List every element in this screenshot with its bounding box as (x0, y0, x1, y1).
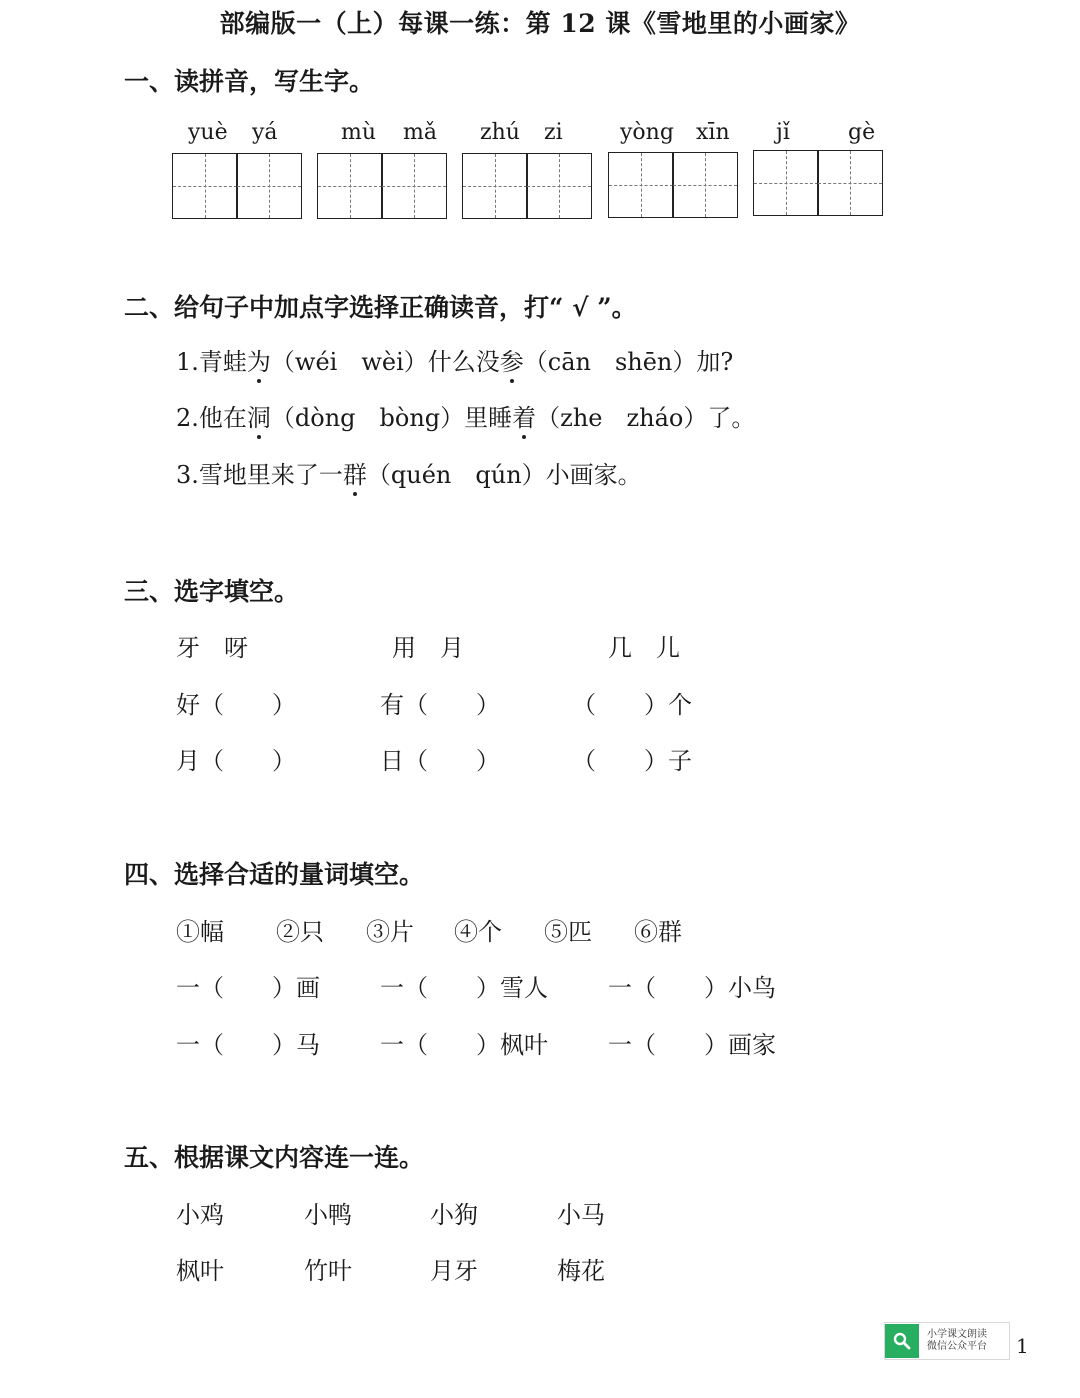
tianzige-cell[interactable] (608, 152, 674, 218)
badge-line-2: 微信公众平台 (927, 1341, 987, 1352)
fill-blank[interactable]: 日（ ） (380, 747, 500, 775)
section-3-heading: 三、选字填空。 (124, 577, 300, 606)
pinyin-5: zhú (480, 120, 520, 145)
dotted-char: 洞 (247, 398, 271, 433)
match-item-top[interactable]: 小狗 (430, 1201, 478, 1229)
measure-word-option: ④个 (454, 918, 502, 946)
pinyin-9: jǐ (776, 120, 790, 145)
fill-blank[interactable]: 月（ ） (176, 747, 296, 775)
pinyin-4: mǎ (403, 120, 437, 145)
writing-grid-4[interactable] (608, 152, 737, 218)
tianzige-cell[interactable] (236, 153, 302, 219)
match-item-top[interactable]: 小马 (557, 1201, 605, 1229)
measure-word-option: ⑥群 (634, 918, 682, 946)
match-item-bottom[interactable]: 竹叶 (304, 1257, 352, 1285)
writing-grid-2[interactable] (317, 153, 446, 219)
char-options-1: 牙 呀 (176, 634, 248, 662)
fill-blank[interactable]: 一（ ）枫叶 (380, 1031, 548, 1059)
dotted-char: 为 (247, 342, 271, 377)
measure-word-option: ③片 (366, 918, 414, 946)
dotted-char: 群 (343, 455, 367, 490)
writing-grid-1[interactable] (172, 153, 301, 219)
match-item-top[interactable]: 小鸭 (304, 1201, 352, 1229)
writing-grid-5[interactable] (753, 150, 882, 216)
fill-blank[interactable]: （ ）个 (572, 691, 692, 719)
measure-word-option: ①幅 (176, 918, 224, 946)
fill-blank[interactable]: 一（ ）画 (176, 974, 320, 1002)
sentence-text: 2.他在 (176, 404, 247, 432)
sentence-2 (176, 398, 755, 433)
pinyin-8: xīn (696, 120, 730, 145)
tianzige-cell[interactable] (172, 153, 238, 219)
tianzige-cell[interactable] (817, 150, 883, 216)
badge-line-1: 小学课文朗读 (927, 1329, 987, 1340)
watermark-badge (884, 1322, 1010, 1360)
match-item-top[interactable]: 小鸡 (176, 1201, 224, 1229)
sentence-text: （cān shēn）加? (523, 348, 734, 376)
match-item-bottom[interactable]: 梅花 (557, 1257, 605, 1285)
tianzige-cell[interactable] (753, 150, 819, 216)
writing-grid-3[interactable] (462, 153, 591, 219)
fill-blank[interactable]: 一（ ）画家 (608, 1031, 776, 1059)
section-4-heading: 四、选择合适的量词填空。 (124, 860, 425, 889)
pinyin-6: zi (544, 120, 563, 145)
char-options-2: 用 月 (392, 634, 464, 662)
pinyin-2: yá (252, 120, 278, 145)
dotted-char: 参 (500, 342, 524, 377)
section-5-heading: 五、根据课文内容连一连。 (124, 1143, 425, 1172)
tianzige-cell[interactable] (672, 152, 738, 218)
sentence-3 (176, 455, 642, 490)
section-1-heading: 一、读拼音，写生字。 (124, 67, 375, 96)
fill-blank[interactable]: 一（ ）小鸟 (608, 974, 776, 1002)
tianzige-cell[interactable] (526, 153, 592, 219)
sentence-1 (176, 342, 733, 377)
sentence-text: （wéi wèi）什么没 (270, 348, 500, 376)
fill-blank[interactable]: 有（ ） (380, 691, 500, 719)
measure-word-option: ②只 (276, 918, 324, 946)
tianzige-cell[interactable] (462, 153, 528, 219)
sentence-text: 1.青蛙 (176, 348, 247, 376)
char-options-3: 几 儿 (608, 634, 680, 662)
page-number: 1 (1016, 1334, 1029, 1358)
fill-blank[interactable]: 一（ ）马 (176, 1031, 320, 1059)
dotted-char: 着 (512, 398, 536, 433)
pinyin-3: mù (341, 120, 377, 145)
sentence-text: （dòng bòng）里睡 (270, 404, 513, 432)
match-item-bottom[interactable]: 枫叶 (176, 1257, 224, 1285)
search-icon (885, 1324, 919, 1358)
match-item-bottom[interactable]: 月牙 (430, 1257, 478, 1285)
pinyin-10: gè (848, 120, 876, 145)
tianzige-cell[interactable] (381, 153, 447, 219)
sentence-text: 3.雪地里来了一 (176, 461, 343, 489)
section-2-heading: 二、给句子中加点字选择正确读音，打“ √ ”。 (124, 293, 637, 322)
sentence-text: （zhe zháo）了。 (536, 404, 756, 432)
page-title: 部编版一（上）每课一练：第 12 课《雪地里的小画家》 (219, 9, 861, 38)
tianzige-cell[interactable] (317, 153, 383, 219)
pinyin-7: yòng (620, 120, 674, 145)
badge-text (927, 1329, 987, 1353)
sentence-text: （quén qún）小画家。 (366, 461, 642, 489)
pinyin-1: yuè (188, 120, 228, 145)
fill-blank[interactable]: （ ）子 (572, 747, 692, 775)
measure-word-option: ⑤匹 (544, 918, 592, 946)
fill-blank[interactable]: 一（ ）雪人 (380, 974, 548, 1002)
fill-blank[interactable]: 好（ ） (176, 691, 296, 719)
